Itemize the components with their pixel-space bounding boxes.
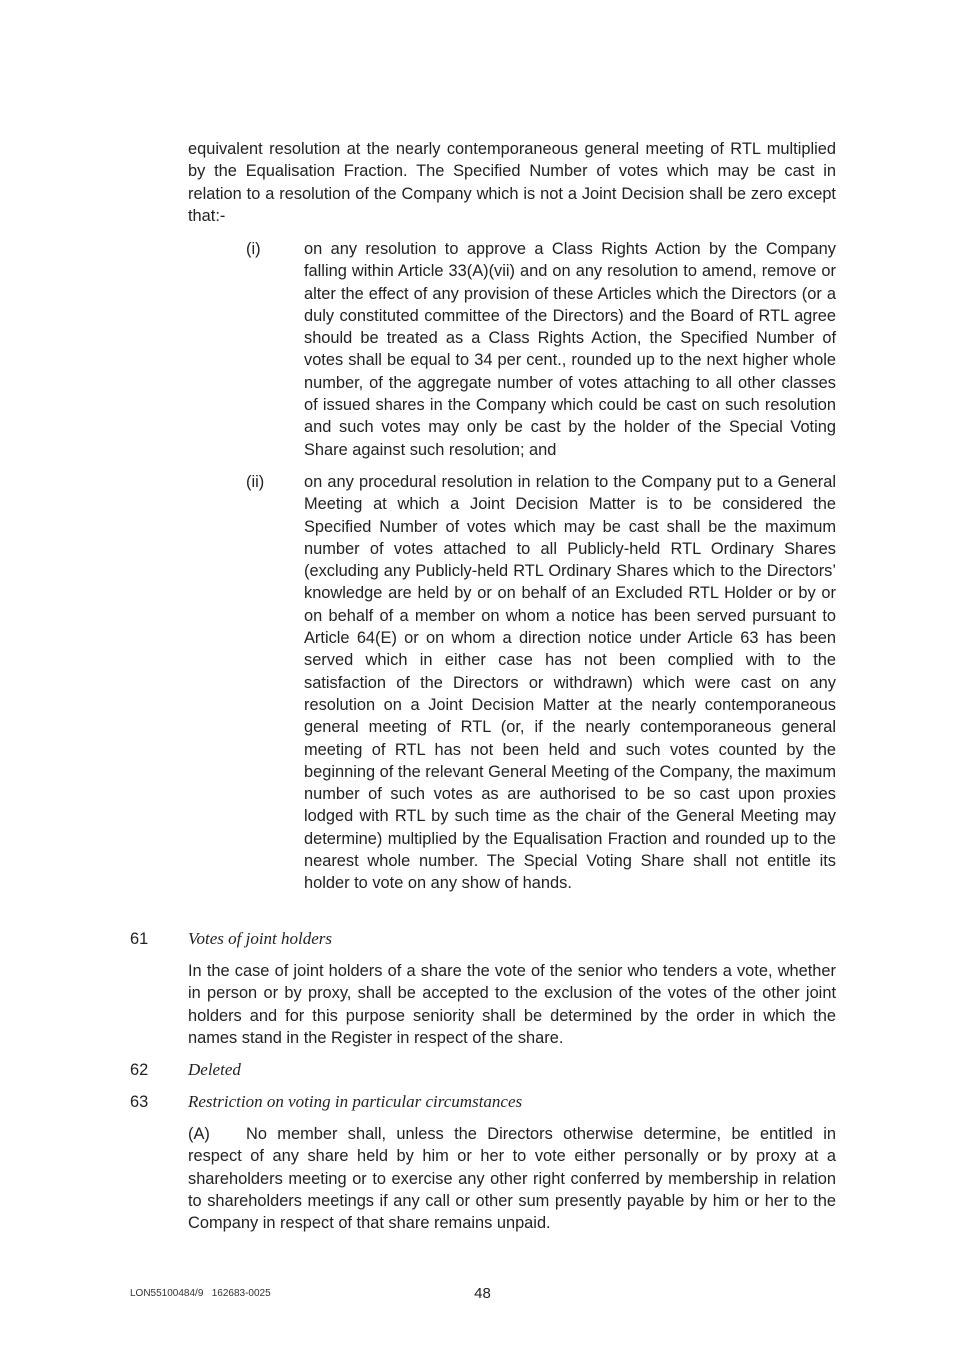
section-62-number: 62 <box>130 1061 149 1079</box>
section-62-title: Deleted <box>188 1060 241 1079</box>
item-i-label: (i) <box>246 240 261 258</box>
intro-paragraph: equivalent resolution at the nearly contemporaneous general meeting of RTL multiplied by the Equalisation Fraction. The Specified Number of votes which may be cast in relation to a resolution of the Company which is not a Joint Decision shall be zero except that:- <box>188 140 836 225</box>
section-63-sub-text: No member shall, unless the Directors otherwise determine, be entitled in respect of any share held by him or her to vote either personally or by proxy at a shareholders meeting or to exercise any other right conferred by membership in relation to shareholders meetings if any call or other sum presently payable by him or her to the Company in respect of that share remains unpaid. <box>188 1125 836 1233</box>
footer-reference: LON55100484/9 162683-0025 <box>130 1288 271 1299</box>
item-ii-text: on any procedural resolution in relation to the Company put to a General Meeting at which a Joint Decision Matter is to be considered the Specified Number of votes which may be cast shall be the maximum number of votes attached to all Publicly-held RTL Ordinary Shares (excluding any Publicly-held RTL Ordinary Shares which to the Directors’ knowledge are held by or on behalf of an Excluded RTL Holder or by or on behalf of a member on whom a notice has been served pursuant to Article 64(E) or on whom a direction notice under Article 63 has been served which in either case has not been complied with to the satisfaction of the Directors or withdrawn) which were cast on any resolution on a Joint Decision Matter at the nearly contemporaneous general meeting of RTL (or, if the nearly contemporaneous general meeting of RTL has not been held and such votes counted by the beginning of the relevant General Meeting of the Company, the maximum number of such votes as are authorised to be so cast upon proxies lodged with RTL by such time as the chair of the General Meeting may determine) multiplied by the Equalisation Fraction and rounded up to the nearest whole number. The Special Voting Share shall not entitle its holder to vote on any show of hands. <box>304 473 836 893</box>
section-61-body: In the case of joint holders of a share the vote of the senior who tenders a vote, whether in person or by proxy, shall be accepted to the exclusion of the votes of the other joint holders and for this purpose seniority shall be determined by the order in which the names stand in the Register in respect of the share. <box>188 962 836 1047</box>
section-63-body <box>188 1123 836 1234</box>
section-61-number: 61 <box>130 930 149 948</box>
section-61-title: Votes of joint holders <box>188 929 333 948</box>
item-i-text: on any resolution to approve a Class Rights Action by the Company falling within Article 33(A)(vii) and on any resolution to amend, remove or alter the effect of any provision of these Articles which the Directors (or a duly constituted committee of the Directors) and the Board of RTL agree should be treated as a Class Rights Action, the Specified Number of votes shall be equal to 34 per cent., rounded up to the next higher whole number, of the aggregate number of votes attaching to all other classes of issued shares in the Company which could be cast on such resolution and such votes may only be cast by the holder of the Special Voting Share against such resolution; and <box>304 240 836 459</box>
item-ii-label: (ii) <box>246 473 265 491</box>
section-63-number: 63 <box>130 1093 149 1111</box>
section-63-sub-label: (A) <box>188 1125 210 1143</box>
page-number: 48 <box>474 1285 491 1302</box>
section-63-title: Restriction on voting in particular circumstances <box>188 1092 523 1111</box>
